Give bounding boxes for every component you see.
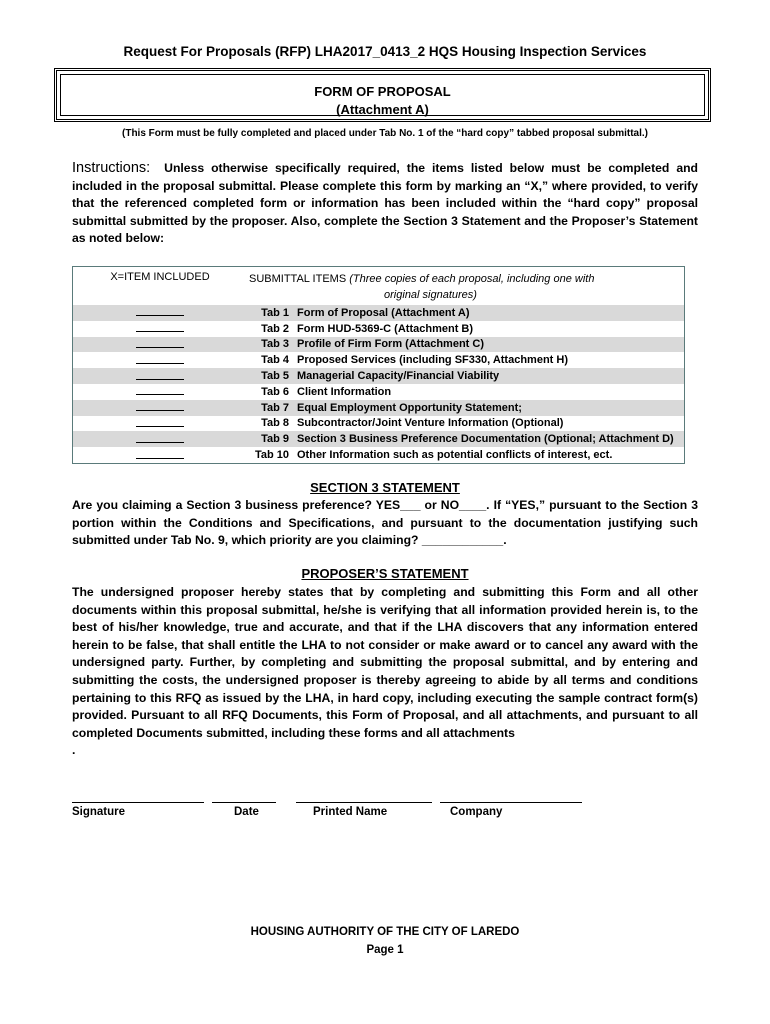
mark-blank-field[interactable] xyxy=(136,322,184,332)
tab-number: Tab 5 xyxy=(247,368,295,384)
printed-name-label: Printed Name xyxy=(313,806,388,818)
placement-note: (This Form must be fully completed and placed under Tab No. 1 of the “hard copy” tabbed proposal submittal.) xyxy=(122,128,648,139)
mark-blank-field[interactable] xyxy=(136,449,184,459)
table-row xyxy=(73,337,685,353)
instructions-heading: Instructions: xyxy=(72,160,151,176)
section3-title: SECTION 3 STATEMENT xyxy=(310,480,460,495)
tab-number: Tab 7 xyxy=(247,400,295,416)
col-submittal-items-header xyxy=(247,267,685,306)
form-title-box xyxy=(54,68,711,122)
item-description: Other Information such as potential conflicts of interest, ect. xyxy=(297,449,613,462)
section3-text: Are you claiming a Section 3 business preference? YES___ or NO____. If “YES,” pursuant to the Section 3 portion within the Conditions and Specifications, and pursuant to the documentation justifying such submitted under Tab No. 9, which priority are you claiming? ____________. xyxy=(72,498,698,548)
table-row xyxy=(73,447,685,463)
tab-number: Tab 1 xyxy=(247,305,295,321)
signature-line[interactable] xyxy=(72,802,204,803)
mark-blank-field[interactable] xyxy=(136,354,184,364)
date-line[interactable] xyxy=(212,802,276,803)
signature-label: Signature xyxy=(72,806,126,818)
table-header-row xyxy=(73,267,685,306)
proposer-statement-title: PROPOSER’S STATEMENT xyxy=(301,566,469,581)
form-title: FORM OF PROPOSAL xyxy=(314,84,451,99)
item-description: Proposed Services (including SF330, Attachment H) xyxy=(297,354,568,367)
date-label: Date xyxy=(234,806,259,818)
table-row xyxy=(73,368,685,384)
submittal-items-table xyxy=(72,266,685,464)
company-label: Company xyxy=(450,806,503,818)
mark-blank-field[interactable] xyxy=(136,306,184,316)
tab-number: Tab 2 xyxy=(261,322,289,335)
proposer-statement-body: The undersigned proposer hereby states that by completing and submitting this Form and all other documents within this proposal submittal, he/she is verifying that all information provided herein is, to the best of his/her knowledge, true and accurate, and that if the LHA discovers that any information entered herein to be false, that shall entitle the LHA to not consider or make award or to cancel any award with the undersigned party. Further, by completing and submitting the proposal submittal, and by entering and submitting the costs, the undersigned proposer is thereby agreeing to abide by all terms and conditions pertaining to this RFQ as issued by the LHA, in hard copy, including executing the sample contract form(s) provided. Pursuant to all RFQ Documents, this Form of Proposal, and all attachments, and pursuant to all completed Documents submitted, including these forms and all attachments xyxy=(72,585,698,740)
submittal-header-italic-2: original signatures) xyxy=(384,289,477,301)
table-row xyxy=(73,416,685,432)
proposer-trailing-dot: . xyxy=(72,743,76,758)
mark-blank-field[interactable] xyxy=(136,433,184,443)
tab-number: Tab 4 xyxy=(261,354,289,367)
item-description: Form HUD-5369-C (Attachment B) xyxy=(297,322,474,335)
item-description: Client Information xyxy=(297,385,392,398)
table-row xyxy=(73,431,685,447)
item-description: Managerial Capacity/Financial Viability xyxy=(295,368,685,384)
item-description: Subcontractor/Joint Venture Information (Optional) xyxy=(297,417,564,430)
mark-blank-field[interactable] xyxy=(136,370,184,380)
col-item-included-header: X=ITEM INCLUDED xyxy=(110,271,210,283)
form-subtitle: (Attachment A) xyxy=(336,102,429,117)
table-row xyxy=(73,384,685,400)
tab-number: Tab 3 xyxy=(247,337,295,353)
submittal-header-plain: SUBMITTAL ITEMS xyxy=(249,273,350,285)
table-row xyxy=(73,352,685,368)
instructions-paragraph xyxy=(72,160,698,248)
mark-blank-field[interactable] xyxy=(136,417,184,427)
mark-blank-field[interactable] xyxy=(136,385,184,395)
tab-number: Tab 8 xyxy=(261,417,289,430)
item-description: Profile of Firm Form (Attachment C) xyxy=(295,337,685,353)
company-line[interactable] xyxy=(440,802,582,803)
tab-number: Tab 9 xyxy=(247,431,295,447)
page-header: Request For Proposals (RFP) LHA2017_0413_2 HQS Housing Inspection Services xyxy=(123,44,647,59)
table-row xyxy=(73,321,685,337)
printed-name-line[interactable] xyxy=(296,802,432,803)
mark-blank-field[interactable] xyxy=(136,401,184,411)
proposer-statement-text xyxy=(72,584,698,760)
tab-number: Tab 6 xyxy=(261,385,289,398)
submittal-header-italic-1: (Three copies of each proposal, including one with xyxy=(349,273,595,285)
footer-organization: HOUSING AUTHORITY OF THE CITY OF LAREDO xyxy=(250,926,520,938)
table-row xyxy=(73,400,685,416)
item-description: Form of Proposal (Attachment A) xyxy=(295,305,685,321)
table-row xyxy=(73,305,685,321)
footer-page-number: Page 1 xyxy=(366,944,404,956)
form-title-inner-border xyxy=(60,74,705,116)
tab-number: Tab 10 xyxy=(254,449,289,462)
item-description: Equal Employment Opportunity Statement; xyxy=(295,400,685,416)
item-description: Section 3 Business Preference Documentation (Optional; Attachment D) xyxy=(295,431,685,447)
instructions-text: Unless otherwise specifically required, the items listed below must be completed and included in the proposal submittal. Please complete this form by marking an “X,” where provided, to verify that the referenced completed form or information has been included within the “hard copy” proposal submittal submitted by the proposer. Also, complete the Section 3 Statement and the Proposer’s Statement as noted below: xyxy=(72,161,698,246)
mark-blank-field[interactable] xyxy=(136,338,184,348)
